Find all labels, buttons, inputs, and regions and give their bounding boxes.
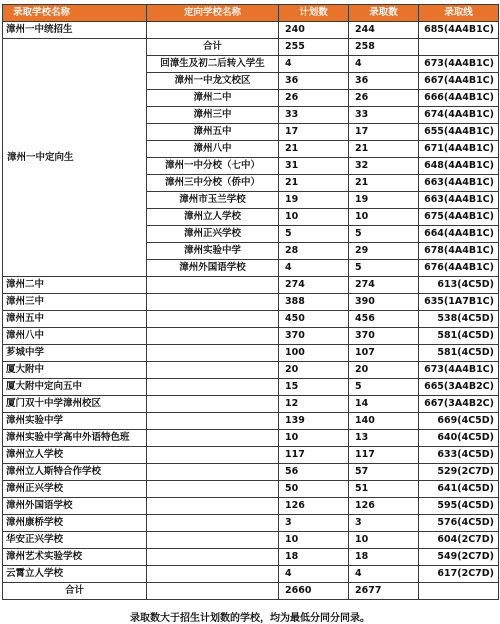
target-school: 漳州立人学校: [147, 209, 279, 226]
school-name: 厦大附中: [3, 362, 147, 379]
plan-count: 21: [279, 141, 349, 158]
footnote: 录取数大于招生计划数的学校，均为最低分同分同录。: [130, 613, 370, 624]
plan-count: 139: [279, 413, 349, 430]
target-school: 漳州五中: [147, 124, 279, 141]
table-row: [3, 362, 499, 379]
plan-count: 28: [279, 243, 349, 260]
admission-line: 685(4A4B1C): [419, 22, 499, 39]
plan-count: 126: [279, 498, 349, 515]
target-school: 漳州八中: [147, 141, 279, 158]
plan-count: 388: [279, 294, 349, 311]
target-school: 漳州一中分校（七中）: [147, 158, 279, 175]
admission-line: 604(2C7D): [419, 532, 499, 549]
admission-line: 576(4C5D): [419, 515, 499, 532]
school-name: 漳州实验中学高中外语特色班: [3, 430, 147, 447]
table-row: [3, 481, 499, 498]
admission-line: 663(4A4B1C): [419, 175, 499, 192]
school-name: 漳州外国语学校: [3, 498, 147, 515]
target-school: [147, 277, 279, 294]
admit-count: 5: [349, 260, 419, 277]
admit-count: 26: [349, 90, 419, 107]
admit-count: 456: [349, 311, 419, 328]
admit-count: 117: [349, 447, 419, 464]
admit-count: 2677: [349, 583, 419, 600]
school-name: 漳州立人斯特合作学校: [3, 464, 147, 481]
target-school: 漳州三中: [147, 107, 279, 124]
admission-line: 617(2C7D): [419, 566, 499, 583]
admit-count: 19: [349, 192, 419, 209]
target-school: [147, 379, 279, 396]
admission-line: 640(4C5D): [419, 430, 499, 447]
target-school: [147, 396, 279, 413]
plan-count: 5: [279, 226, 349, 243]
admission-table: [2, 4, 499, 600]
target-school: [147, 481, 279, 498]
admission-line: 669(4C5D): [419, 413, 499, 430]
admission-line: 667(3A4B2C): [419, 396, 499, 413]
header-admit: 录取数: [349, 5, 419, 22]
target-school: 漳州实验中学: [147, 243, 279, 260]
plan-count: 20: [279, 362, 349, 379]
target-school: [147, 362, 279, 379]
target-school: 漳州外国语学校: [147, 260, 279, 277]
school-name: 漳州艺术实验学校: [3, 549, 147, 566]
plan-count: 15: [279, 379, 349, 396]
target-school: [147, 464, 279, 481]
admit-count: 51: [349, 481, 419, 498]
table-row: [3, 515, 499, 532]
plan-count: 50: [279, 481, 349, 498]
admit-count: 21: [349, 141, 419, 158]
target-school: 漳州正兴学校: [147, 226, 279, 243]
admission-line: 648(4A4B1C): [419, 158, 499, 175]
header-target-school: 定向学校名称: [147, 5, 279, 22]
target-school: [147, 413, 279, 430]
plan-count: 10: [279, 532, 349, 549]
admission-line: 581(4C5D): [419, 345, 499, 362]
admission-line: 673(4A4B1C): [419, 56, 499, 73]
plan-count: 370: [279, 328, 349, 345]
plan-count: 19: [279, 192, 349, 209]
table-row: [3, 328, 499, 345]
table-row: [3, 566, 499, 583]
table-row: [3, 498, 499, 515]
target-school: [147, 447, 279, 464]
admit-count: 10: [349, 209, 419, 226]
target-school: 合计: [147, 39, 279, 56]
target-school: 漳州三中分校（侨中）: [147, 175, 279, 192]
admission-line: 674(4A4B1C): [419, 107, 499, 124]
admission-line: 667(4A4B1C): [419, 73, 499, 90]
target-school: [147, 532, 279, 549]
admit-count: 4: [349, 566, 419, 583]
admission-line: 673(4A4B1C): [419, 362, 499, 379]
admission-line: 581(4C5D): [419, 328, 499, 345]
table-row: [3, 396, 499, 413]
target-school: [147, 345, 279, 362]
admit-count: 126: [349, 498, 419, 515]
admit-count: 258: [349, 39, 419, 56]
plan-count: 36: [279, 73, 349, 90]
table-row: [3, 345, 499, 362]
target-school: [147, 583, 279, 600]
target-school: [147, 566, 279, 583]
admit-count: 244: [349, 22, 419, 39]
school-name: 漳州五中: [3, 311, 147, 328]
admission-line: 666(4A4B1C): [419, 90, 499, 107]
school-name: 厦大附中定向五中: [3, 379, 147, 396]
admit-count: 390: [349, 294, 419, 311]
plan-count: 21: [279, 175, 349, 192]
admission-line: 633(4C5D): [419, 447, 499, 464]
plan-count: 100: [279, 345, 349, 362]
plan-count: 10: [279, 209, 349, 226]
target-school: 漳州二中: [147, 90, 279, 107]
admit-count: 5: [349, 226, 419, 243]
admission-line: 676(4A4B1C): [419, 260, 499, 277]
header-admit-school: 录取学校名称: [3, 5, 147, 22]
admission-line: 529(2C7D): [419, 464, 499, 481]
plan-count: 450: [279, 311, 349, 328]
school-name: 漳州八中: [3, 328, 147, 345]
school-name: 厦门双十中学漳州校区: [3, 396, 147, 413]
table-row: [3, 447, 499, 464]
school-name: 芗城中学: [3, 345, 147, 362]
admission-line: 675(4A4B1C): [419, 209, 499, 226]
table-row: [3, 22, 499, 39]
admission-line: 671(4A4B1C): [419, 141, 499, 158]
target-school: [147, 430, 279, 447]
plan-count: 18: [279, 549, 349, 566]
admission-line: 665(3A4B2C): [419, 379, 499, 396]
total-row: [3, 583, 499, 600]
school-name: 漳州二中: [3, 277, 147, 294]
plan-count: 56: [279, 464, 349, 481]
admit-count: 36: [349, 73, 419, 90]
plan-count: 117: [279, 447, 349, 464]
admission-line: [419, 39, 499, 56]
plan-count: 3: [279, 515, 349, 532]
school-name: 漳州实验中学: [3, 413, 147, 430]
target-school: [147, 22, 279, 39]
admit-count: 10: [349, 532, 419, 549]
plan-count: 274: [279, 277, 349, 294]
admission-line: 678(4A4B1C): [419, 243, 499, 260]
school-name: 漳州一中定向生: [3, 39, 147, 277]
admission-line: 663(4A4B1C): [419, 192, 499, 209]
target-school: [147, 515, 279, 532]
admit-count: 140: [349, 413, 419, 430]
admit-count: 57: [349, 464, 419, 481]
table-row: [3, 277, 499, 294]
target-school: [147, 294, 279, 311]
target-school: [147, 311, 279, 328]
target-school: 回漳生及初二后转入学生: [147, 56, 279, 73]
admit-count: 5: [349, 379, 419, 396]
plan-count: 12: [279, 396, 349, 413]
admit-count: 370: [349, 328, 419, 345]
table-row: [3, 39, 499, 56]
admit-count: 20: [349, 362, 419, 379]
admission-line: [419, 583, 499, 600]
admit-count: 4: [349, 56, 419, 73]
admit-count: 3: [349, 515, 419, 532]
plan-count: 4: [279, 566, 349, 583]
plan-count: 33: [279, 107, 349, 124]
plan-count: 4: [279, 260, 349, 277]
school-name: 漳州三中: [3, 294, 147, 311]
admit-count: 21: [349, 175, 419, 192]
plan-count: 4: [279, 56, 349, 73]
admission-line: 655(4A4B1C): [419, 124, 499, 141]
admit-count: 29: [349, 243, 419, 260]
table-row: [3, 430, 499, 447]
target-school: 漳州市玉兰学校: [147, 192, 279, 209]
header-line: 录取线: [419, 5, 499, 22]
admission-line: 538(4C5D): [419, 311, 499, 328]
table-row: [3, 379, 499, 396]
admit-count: 33: [349, 107, 419, 124]
admission-line: 641(4C5D): [419, 481, 499, 498]
target-school: 漳州一中龙文校区: [147, 73, 279, 90]
admit-count: 274: [349, 277, 419, 294]
admission-line: 613(4C5D): [419, 277, 499, 294]
table-row: [3, 549, 499, 566]
table-row: [3, 311, 499, 328]
table-row: [3, 413, 499, 430]
admit-count: 13: [349, 430, 419, 447]
admission-line: 549(2C7D): [419, 549, 499, 566]
plan-count: 255: [279, 39, 349, 56]
admit-count: 18: [349, 549, 419, 566]
target-school: [147, 498, 279, 515]
target-school: [147, 549, 279, 566]
school-name: 漳州康桥学校: [3, 515, 147, 532]
total-label: 合计: [3, 583, 147, 600]
table-row: [3, 532, 499, 549]
school-name: 华安正兴学校: [3, 532, 147, 549]
school-name: 云霄立人学校: [3, 566, 147, 583]
header-plan: 计划数: [279, 5, 349, 22]
plan-count: 26: [279, 90, 349, 107]
admission-line: 635(1A7B1C): [419, 294, 499, 311]
plan-count: 240: [279, 22, 349, 39]
school-name: 漳州立人学校: [3, 447, 147, 464]
header-row: [3, 5, 499, 22]
plan-count: 17: [279, 124, 349, 141]
admit-count: 32: [349, 158, 419, 175]
target-school: [147, 328, 279, 345]
plan-count: 31: [279, 158, 349, 175]
admission-line: 595(4C5D): [419, 498, 499, 515]
table-row: [3, 294, 499, 311]
school-name: 漳州正兴学校: [3, 481, 147, 498]
plan-count: 10: [279, 430, 349, 447]
admit-count: 14: [349, 396, 419, 413]
plan-count: 2660: [279, 583, 349, 600]
school-name: 漳州一中统招生: [3, 22, 147, 39]
admit-count: 17: [349, 124, 419, 141]
table-row: [3, 464, 499, 481]
admit-count: 107: [349, 345, 419, 362]
admission-line: 664(4A4B1C): [419, 226, 499, 243]
